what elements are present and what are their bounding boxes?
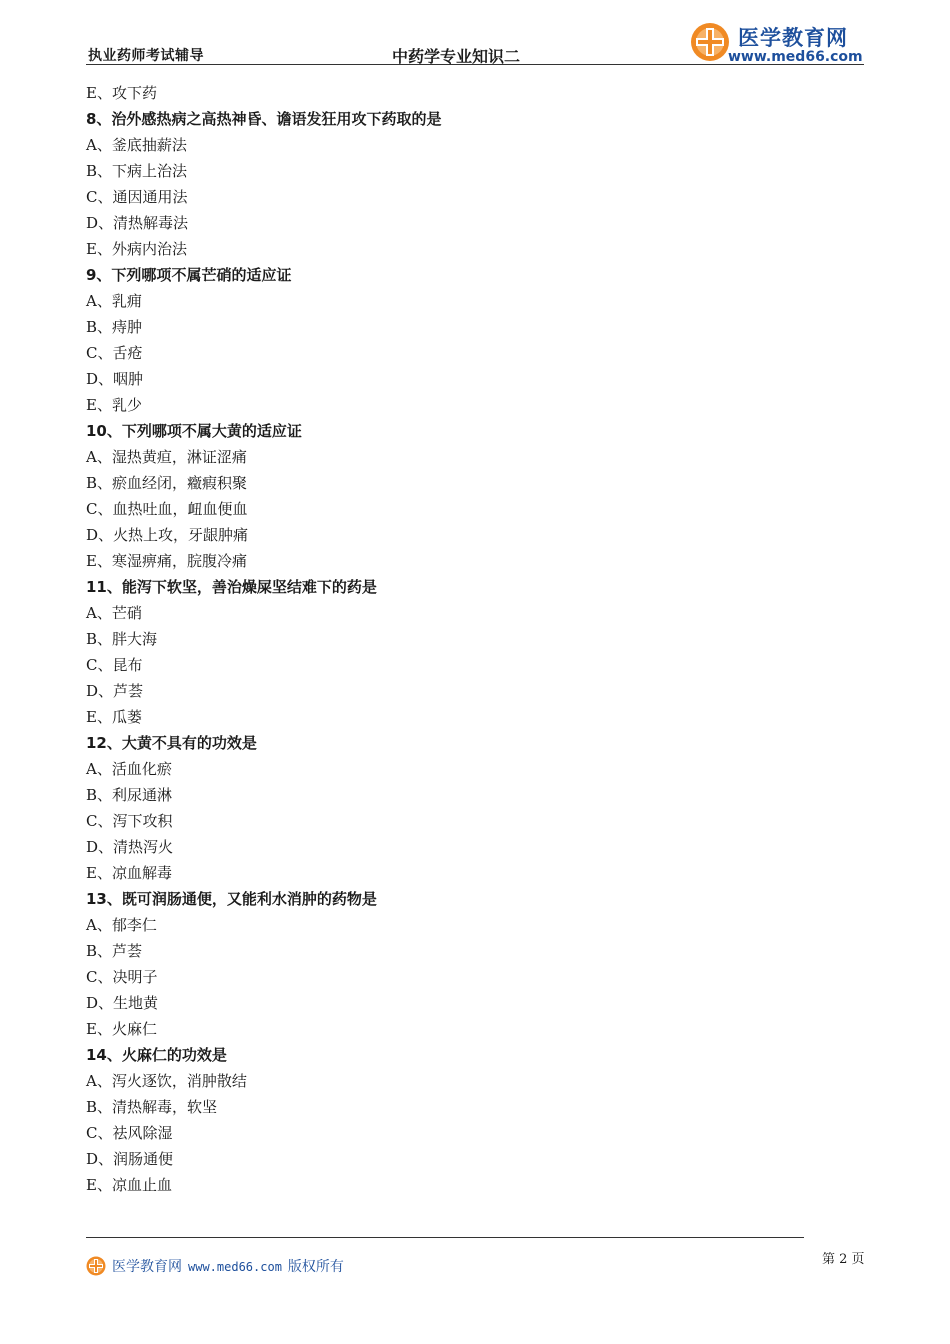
answer-option: A、釜底抽薪法	[86, 136, 187, 154]
question-stem: 8、治外感热病之高热神昏、谵语发狂用攻下药取的是	[86, 110, 442, 128]
page-header	[86, 18, 864, 66]
header-subject-title: 中药学专业知识二	[392, 47, 521, 66]
answer-option: C、通因通用法	[86, 188, 188, 206]
answer-option: C、昆布	[86, 656, 143, 674]
question-stem: 9、下列哪项不属芒硝的适应证	[86, 266, 292, 284]
answer-option: E、外病内治法	[86, 240, 187, 258]
logo-url[interactable]: www.med66.com	[728, 49, 863, 65]
footer-divider	[86, 1237, 804, 1238]
answer-option: D、芦荟	[86, 682, 144, 700]
answer-option: A、芒硝	[86, 604, 142, 622]
answer-option: E、凉血止血	[86, 1176, 172, 1194]
header-course-title: 执业药师考试辅导	[88, 48, 204, 64]
answer-option: C、祛风除湿	[86, 1124, 173, 1142]
answer-option: B、清热解毒，软坚	[86, 1098, 218, 1116]
answer-option: B、瘀血经闭，癥瘕积聚	[86, 474, 248, 492]
answer-option: B、胖大海	[86, 630, 158, 648]
answer-option: B、痔肿	[86, 318, 143, 336]
answer-option: B、芦荟	[86, 942, 143, 960]
answer-option: A、郁李仁	[86, 916, 157, 934]
question-list	[86, 80, 826, 1198]
answer-option: E、乳少	[86, 396, 142, 414]
answer-option: D、火热上攻，牙龈肿痛	[86, 526, 249, 544]
answer-option: A、乳痈	[86, 292, 142, 310]
footer-brand: 医学教育网	[112, 1259, 182, 1275]
question-stem: 14、火麻仁的功效是	[86, 1046, 227, 1064]
answer-option: D、咽肿	[86, 370, 144, 388]
answer-option: D、清热泻火	[86, 838, 174, 856]
answer-option: E、寒湿痹痛，脘腹冷痛	[86, 552, 247, 570]
answer-option: A、湿热黄疸，淋证涩痛	[86, 448, 247, 466]
logo-title: 医学教育网	[738, 26, 848, 50]
question-stem: 13、既可润肠通便，又能利水消肿的药物是	[86, 890, 377, 908]
answer-option: C、泻下攻积	[86, 812, 173, 830]
answer-option: A、活血化瘀	[86, 760, 172, 778]
brand-logo[interactable]	[690, 20, 866, 64]
question-stem: 10、下列哪项不属大黄的适应证	[86, 422, 302, 440]
answer-option: C、血热吐血，衄血便血	[86, 500, 248, 518]
answer-option: D、润肠通便	[86, 1150, 174, 1168]
question-stem: 11、能泻下软坚，善治燥屎坚结难下的药是	[86, 578, 377, 596]
answer-option: B、利尿通淋	[86, 786, 173, 804]
answer-option: E、攻下药	[86, 84, 157, 102]
answer-option: C、舌疮	[86, 344, 143, 362]
medical-cross-icon	[690, 22, 730, 62]
answer-option: C、决明子	[86, 968, 158, 986]
answer-option: E、火麻仁	[86, 1020, 157, 1038]
medical-cross-icon	[86, 1256, 106, 1276]
header-divider	[86, 64, 864, 65]
answer-option: A、泻火逐饮，消肿散结	[86, 1072, 247, 1090]
question-stem: 12、大黄不具有的功效是	[86, 734, 257, 752]
answer-option: B、下病上治法	[86, 162, 188, 180]
answer-option: D、清热解毒法	[86, 214, 189, 232]
page-number: 第 2 页	[822, 1252, 865, 1267]
answer-option: D、生地黄	[86, 994, 159, 1012]
footer-url[interactable]: www.med66.com	[188, 1260, 282, 1274]
answer-option: E、凉血解毒	[86, 864, 172, 882]
answer-option: E、瓜蒌	[86, 708, 142, 726]
footer-copyright	[112, 1256, 344, 1276]
footer-rights: 版权所有	[287, 1259, 344, 1275]
